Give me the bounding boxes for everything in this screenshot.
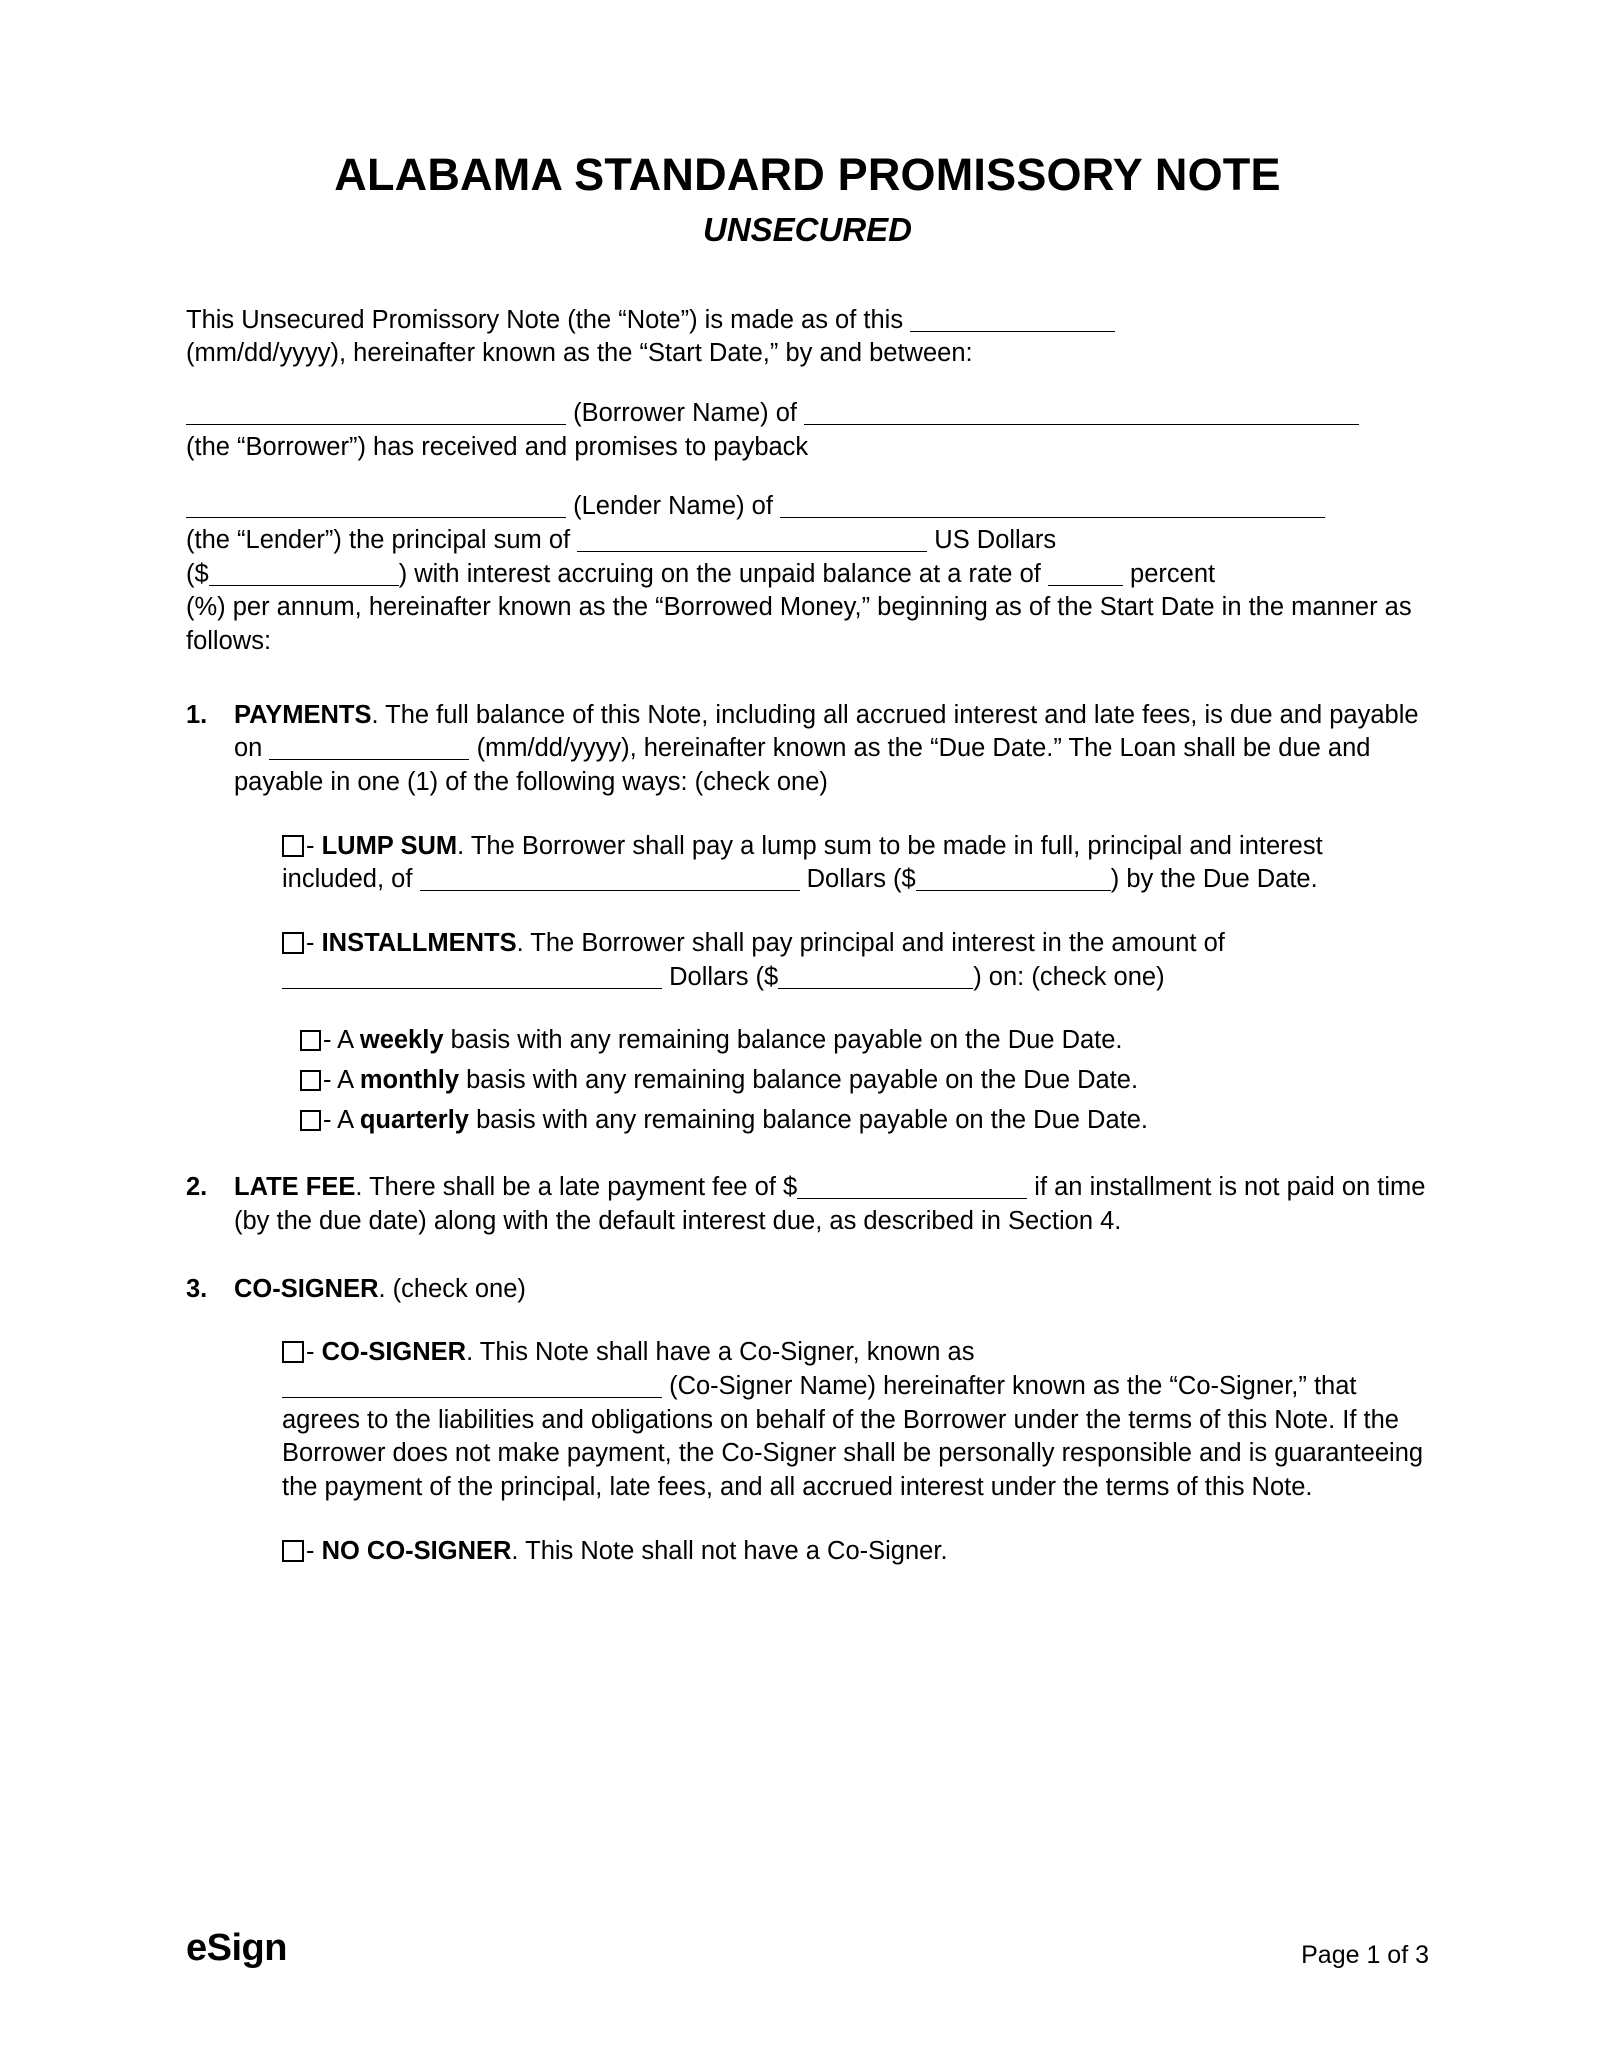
co-signer-label: CO-SIGNER (321, 1338, 467, 1367)
borrower-line2: (the “Borrower”) has received and promises to payback (186, 432, 809, 461)
section-2-text-b: if an installment is not paid on time (by the due date) along with the default interest due, as described in Section 4. (234, 1173, 1426, 1235)
section-2-heading: LATE FEE (234, 1173, 356, 1202)
lump-sum-amount-words-blank[interactable] (420, 868, 800, 891)
section-1-text-b: (mm/dd/yyyy), hereinafter known as the “Due Date.” The Loan shall be due and payable in one (1) of the following ways: (check one) (234, 734, 1371, 797)
co-signer-option (282, 1336, 1429, 1504)
quarterly-suffix: basis with any remaining balance payable on the Due Date. (468, 1105, 1148, 1134)
section-3-heading: CO-SIGNER (234, 1274, 379, 1303)
interest-rate-blank[interactable] (1048, 563, 1123, 586)
frequency-option-weekly (300, 1024, 1429, 1058)
monthly-checkbox[interactable] (300, 1070, 321, 1091)
lender-line2-a: (the “Lender”) the principal sum of (186, 526, 571, 555)
principal-sum-blank[interactable] (577, 529, 927, 552)
lump-sum-label: LUMP SUM (321, 831, 458, 860)
amount-line-b: ) with interest accruing on the unpaid balance at a rate of (398, 559, 1041, 588)
section-3-text-a: . (check one) (378, 1274, 526, 1303)
installments-checkbox[interactable] (282, 932, 304, 954)
no-co-signer-label: NO CO-SIGNER (321, 1536, 512, 1565)
section-co-signer (186, 1273, 1429, 1569)
section-1-number: 1. (186, 700, 208, 729)
borrower-address-blank[interactable] (804, 402, 1359, 425)
weekly-label: weekly (359, 1026, 444, 1055)
page-title: ALABAMA STANDARD PROMISSORY NOTE (334, 149, 1281, 200)
intro-paragraph (186, 304, 1429, 371)
section-1-text-a: . The full balance of this Note, including all accrued interest and late fees, is due and payable on (234, 700, 1419, 763)
installments-amount-words-blank[interactable] (282, 966, 662, 989)
co-signer-text-a: . This Note shall have a Co-Signer, known as (466, 1338, 975, 1367)
co-signer-checkbox[interactable] (282, 1341, 304, 1363)
weekly-checkbox[interactable] (300, 1030, 321, 1051)
section-payments (186, 699, 1429, 1138)
section-2-number: 2. (186, 1173, 208, 1202)
monthly-label: monthly (359, 1065, 460, 1094)
no-co-signer-dash: - (306, 1536, 322, 1565)
borrower-paragraph (186, 397, 1429, 464)
lump-sum-text-c: ) by the Due Date. (1110, 865, 1318, 894)
lump-sum-checkbox[interactable] (282, 835, 304, 857)
intro-line1-a: This Unsecured Promissory Note (the “Note”) is made as of this (186, 305, 904, 334)
lender-label: (Lender Name) of (573, 492, 773, 521)
section-2-text-a: . There shall be a late payment fee of $ (355, 1173, 798, 1202)
lump-sum-text-b: Dollars ($ (806, 865, 916, 894)
quarterly-prefix: - A (323, 1105, 360, 1134)
no-co-signer-text-a: . This Note shall not have a Co-Signer. (511, 1536, 948, 1565)
installments-text-b: Dollars ($ (669, 962, 779, 991)
section-3-number: 3. (186, 1274, 208, 1303)
installments-dash: - (306, 928, 322, 957)
borrower-label: (Borrower Name) of (573, 399, 797, 428)
no-co-signer-option (282, 1535, 1429, 1569)
page-subtitle: UNSECURED (702, 210, 913, 248)
co-signer-dash: - (306, 1338, 322, 1367)
weekly-suffix: basis with any remaining balance payable on the Due Date. (443, 1026, 1123, 1055)
section-1-heading: PAYMENTS (234, 700, 372, 729)
start-date-blank[interactable] (910, 309, 1115, 332)
no-co-signer-checkbox[interactable] (282, 1540, 304, 1562)
lump-sum-text-a: . The Borrower shall pay a lump sum to be made in full, principal and interest included, of (282, 831, 1323, 894)
monthly-prefix: - A (323, 1065, 360, 1094)
amount-line-a: ($ (186, 559, 209, 588)
lender-address-blank[interactable] (780, 495, 1325, 518)
lump-sum-amount-blank[interactable] (916, 868, 1111, 891)
lump-sum-dash: - (306, 831, 322, 860)
amount-line-c: percent (1130, 559, 1216, 588)
lender-line2-b: US Dollars (934, 526, 1057, 555)
intro-line1-b: (mm/dd/yyyy), hereinafter known as the “Start Date,” by and between: (186, 339, 973, 368)
installments-text-c: ) on: (check one) (973, 962, 1165, 991)
weekly-prefix: - A (323, 1026, 360, 1055)
lender-name-blank[interactable] (186, 495, 566, 518)
page-number: Page 1 of 3 (1301, 1941, 1429, 1969)
lump-sum-option (282, 830, 1429, 897)
installments-label: INSTALLMENTS (321, 928, 517, 957)
due-date-blank[interactable] (269, 737, 469, 760)
late-fee-amount-blank[interactable] (797, 1176, 1027, 1199)
page-footer (186, 1927, 1429, 1970)
frequency-option-monthly (300, 1064, 1429, 1098)
monthly-suffix: basis with any remaining balance payable on the Due Date. (459, 1065, 1139, 1094)
sections-list (186, 699, 1429, 1568)
frequency-option-quarterly (300, 1104, 1429, 1138)
installments-text-a: . The Borrower shall pay principal and interest in the amount of (516, 928, 1225, 957)
esign-logo: eSign (186, 1927, 287, 1969)
section-late-fee (186, 1171, 1429, 1238)
installments-option (282, 927, 1429, 994)
lender-paragraph (186, 490, 1429, 658)
quarterly-label: quarterly (359, 1105, 469, 1134)
co-signer-text-b: (Co-Signer Name) hereinafter known as the “Co-Signer,” that agrees to the liabilities and obligations on behalf of the Borrower under the terms of this Note. If the Borrower does not make payment, the Co-Signer shall be personally responsible and is guaranteeing the payment of the principal, late fees, and all accrued interest under the terms of this Note. (282, 1371, 1424, 1501)
borrower-name-blank[interactable] (186, 402, 566, 425)
amount-line-d: (%) per annum, hereinafter known as the “Borrowed Money,” beginning as of the Start Date in the manner as follows: (186, 593, 1412, 656)
co-signer-name-blank[interactable] (282, 1375, 662, 1398)
principal-amount-blank[interactable] (209, 563, 399, 586)
installments-amount-blank[interactable] (778, 966, 973, 989)
frequency-options (300, 1024, 1429, 1137)
quarterly-checkbox[interactable] (300, 1110, 321, 1131)
